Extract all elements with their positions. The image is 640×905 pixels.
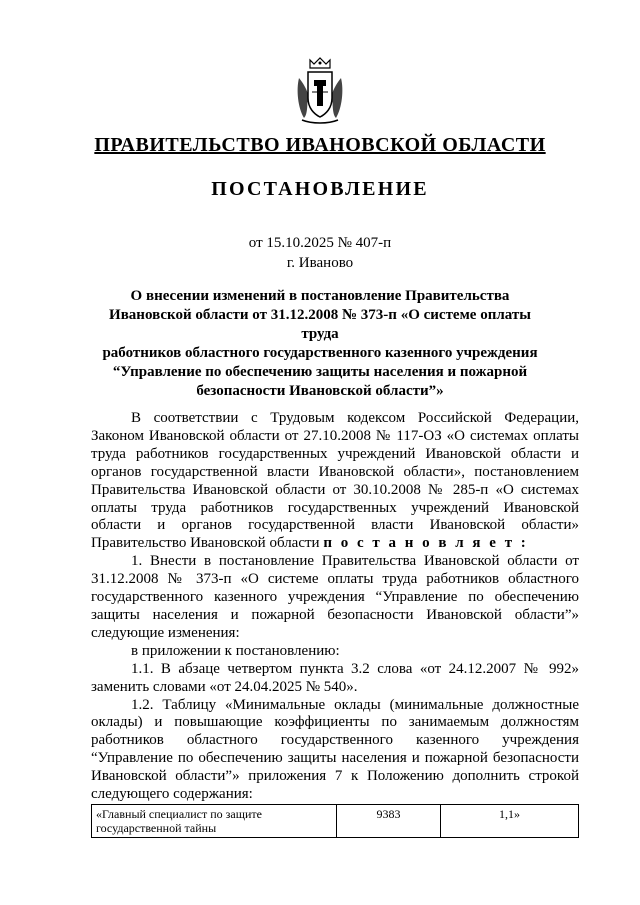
decree-word: п о с т а н о в л я е т :	[323, 535, 529, 552]
document-body	[91, 410, 579, 804]
preamble-paragraph	[91, 410, 579, 553]
coat-of-arms-icon	[294, 56, 346, 128]
table-row	[92, 805, 579, 838]
title-line: “Управление по обеспечению защиты населения и пожарной	[112, 364, 528, 380]
title-line: Ивановской области от 31.12.2008 № 373-п «О системе оплаты труда	[109, 307, 531, 342]
government-name: ПРАВИТЕЛЬСТВО ИВАНОВСКОЙ ОБЛАСТИ	[94, 134, 546, 156]
salary-cell: 9383	[337, 805, 441, 838]
title-line: О внесении изменений в постановление Правительства	[130, 288, 510, 304]
document-city: г. Иваново	[286, 255, 354, 271]
addition-table	[91, 804, 579, 838]
document-type: ПОСТАНОВЛЕНИЕ	[211, 178, 429, 200]
document-date-number: от 15.10.2025 № 407-п	[248, 235, 392, 251]
coefficient-cell: 1,1»	[441, 805, 579, 838]
item-appendix-intro: в приложении к постановлению:	[131, 642, 340, 659]
position-cell: «Главный специалист по защите государственной тайны	[92, 805, 337, 838]
document-title	[90, 287, 550, 401]
item-1-2: 1.2. Таблицу «Минимальные оклады (минимальные должностные оклады) и повышающие коэффициенты по занимаемым должностям работников областного государственного казенного учреждения “Управление по обеспечению защиты населения и пожарной безопасности Ивановской области”» приложения 7 к Положению дополнить строкой следующего содержания:	[91, 696, 579, 803]
title-line: безопасности Ивановской области”»	[196, 383, 444, 399]
title-line: работников областного государственного казенного учреждения	[102, 345, 538, 361]
item-1: 1. Внести в постановление Правительства Ивановской области от 31.12.2008 № 373-п «О системе оплаты труда работников областного государственного казенного учреждения “Управление по обеспечению защиты населения и пожарной безопасности Ивановской области”» следующие изменения:	[91, 553, 579, 641]
preamble-text: В соответствии с Трудовым кодексом Российской Федерации, Законом Ивановской области от 27.10.2008 № 117-ОЗ «О системах оплаты труда работников государственных учреждений Ивановской области и органов государственной власти Ивановской области», постановлением Правительства Ивановской области от 30.10.2008 № 285-п «О системах оплаты труда работников государственных учреждений Ивановской области и органов государственной власти Ивановской области» Правительство Ивановской области	[91, 410, 579, 552]
item-1-1: 1.1. В абзаце четвертом пункта 3.2 слова «от 24.12.2007 № 992» заменить словами «от 24.04.2025 № 540».	[91, 660, 579, 695]
